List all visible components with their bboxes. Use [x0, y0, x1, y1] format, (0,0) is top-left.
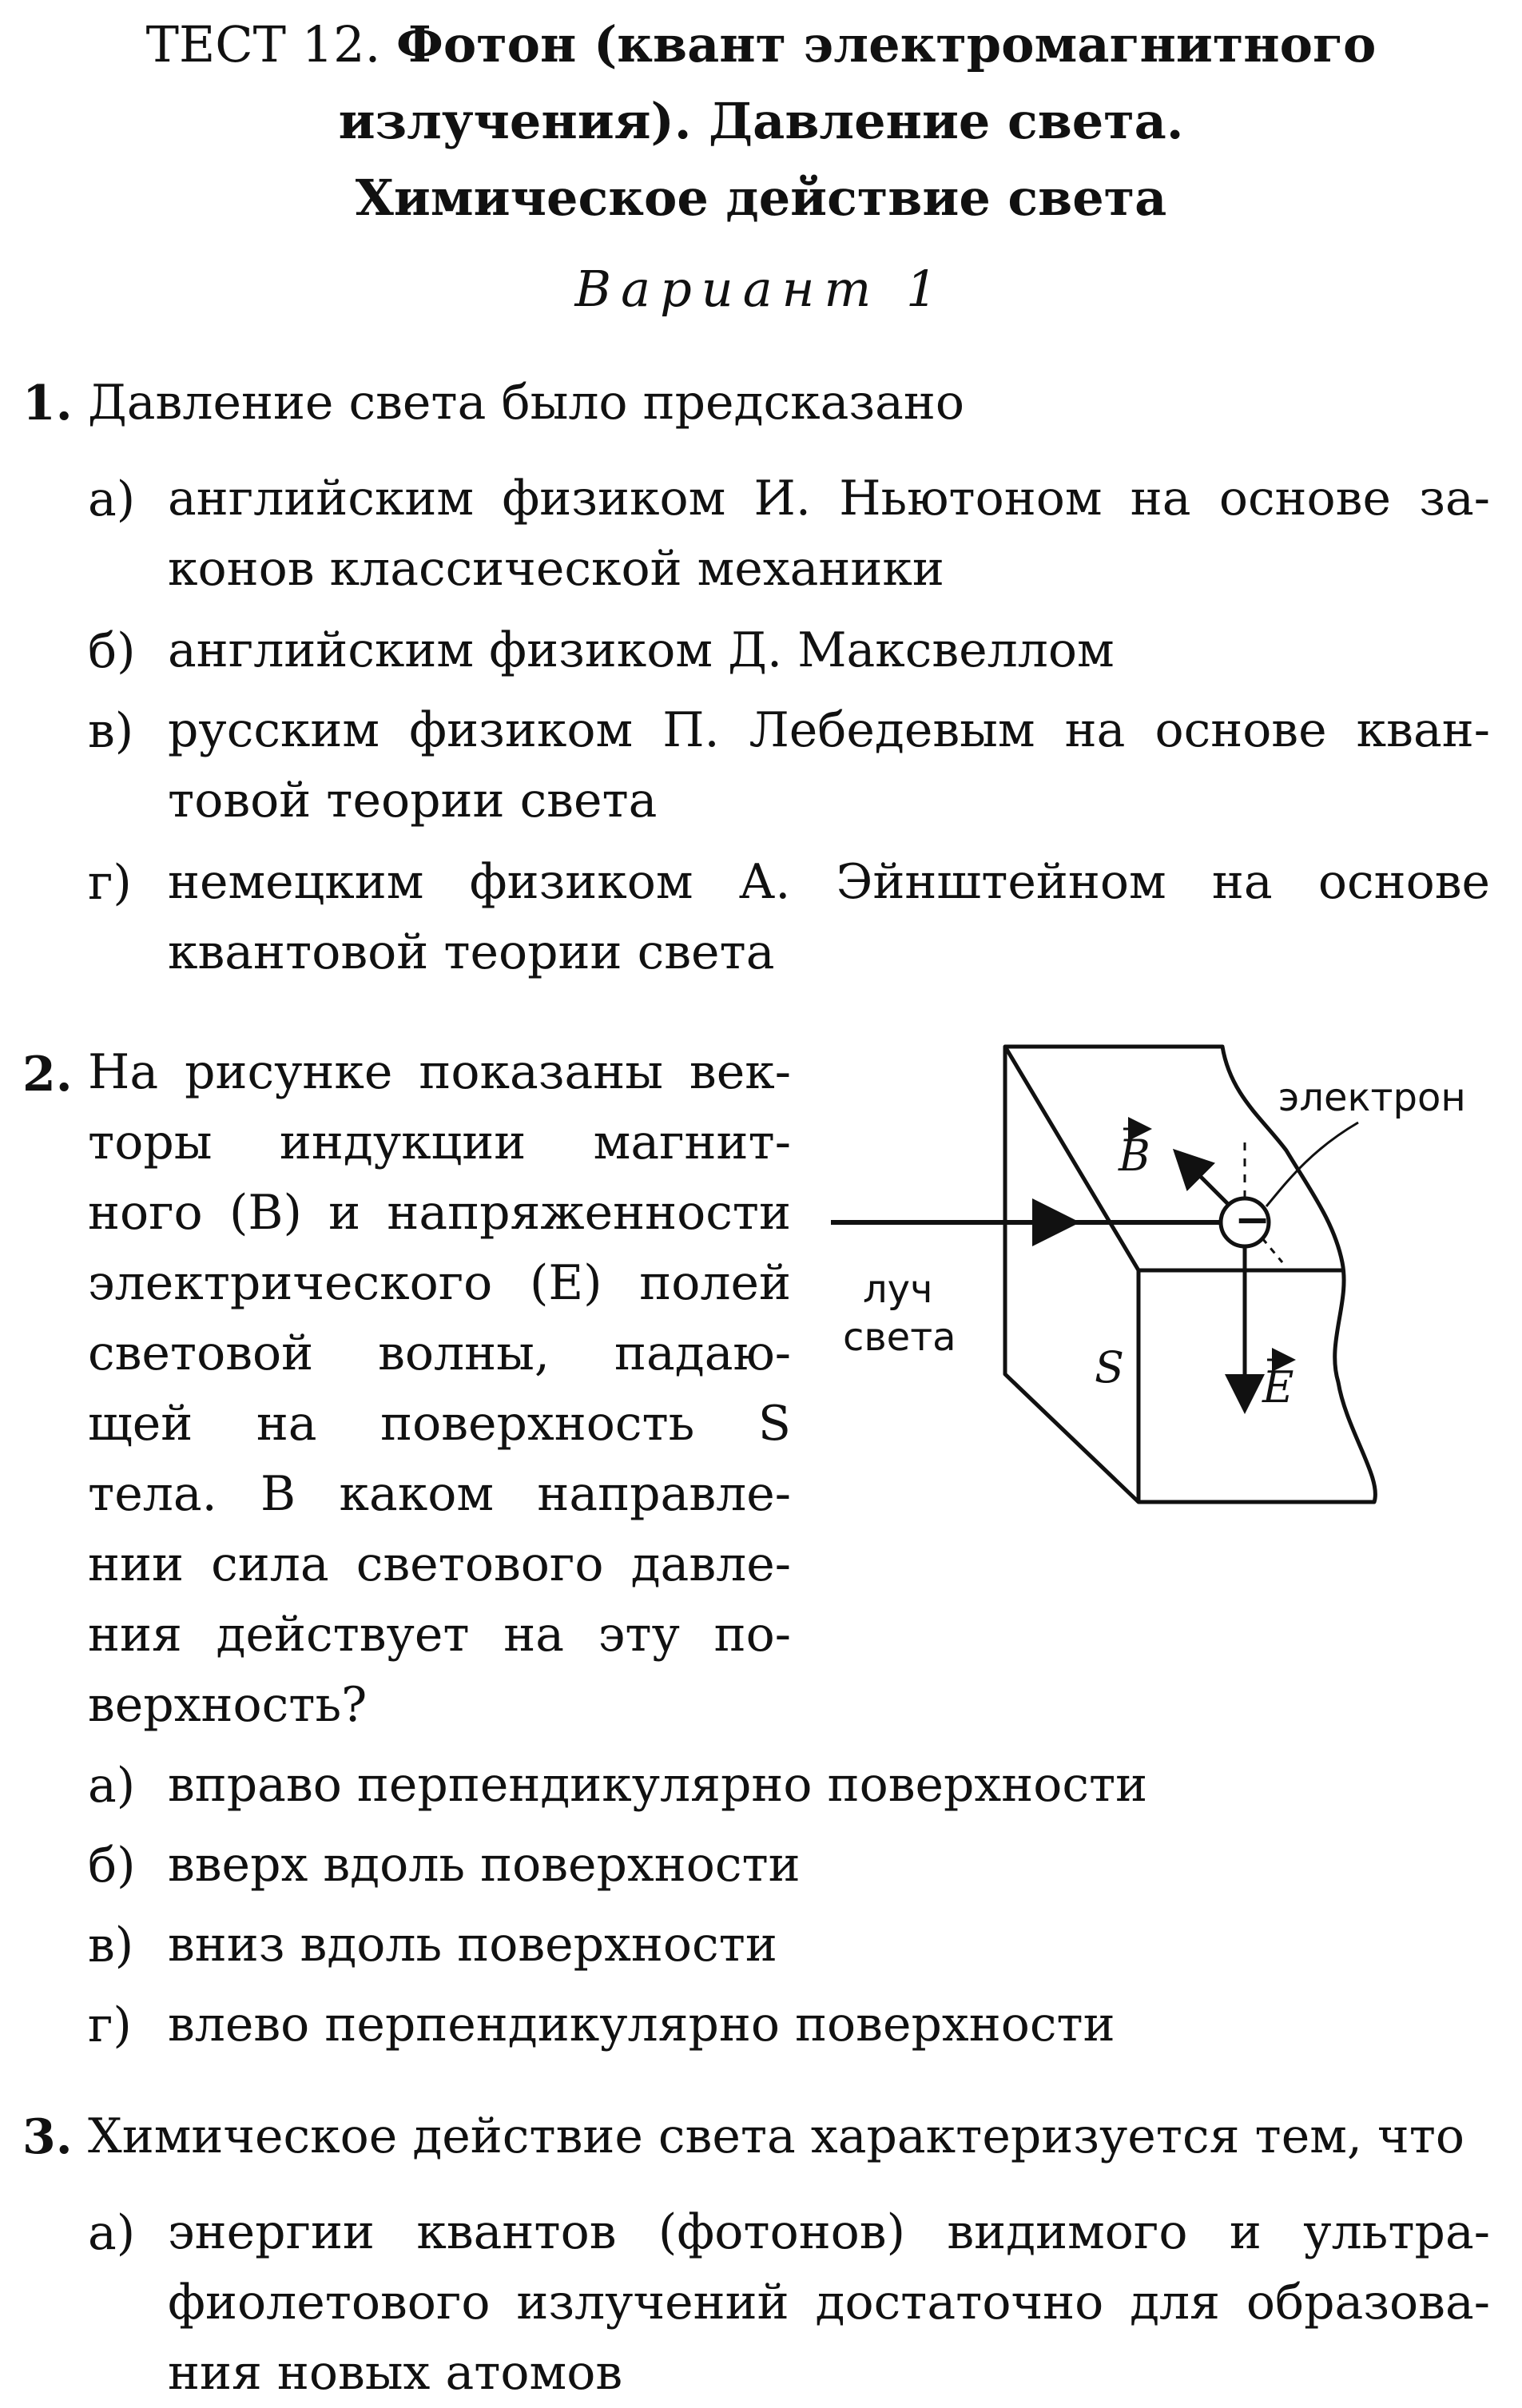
q1-option-c-letter[interactable]: в) — [88, 703, 134, 759]
vector-e-label: E — [1262, 1362, 1294, 1413]
q1-option-c-text[interactable] — [168, 695, 1490, 836]
electron-sign: − — [1234, 1194, 1271, 1245]
q2-text-line: торы индукции магнит- — [88, 1115, 791, 1170]
q3-text: Химическое действие света характеризуется тем, что — [88, 2108, 1465, 2164]
q2-text-line: щей на поверхность S — [88, 1396, 791, 1452]
q1-option-d-text[interactable] — [168, 847, 1490, 987]
variant-label: Вариант 1 — [574, 260, 948, 318]
q1-option-a-letter[interactable]: а) — [88, 471, 136, 527]
q1-option-a-line1: английским физиком И. Ньютоном на основе за- — [168, 471, 1490, 527]
q1-option-b-letter[interactable]: б) — [88, 623, 136, 679]
q2-text-line: верхность? — [88, 1677, 368, 1733]
q2-figure — [831, 1031, 1518, 1542]
q1-text: Давление света было предсказано — [88, 375, 964, 431]
q2-option-a-letter[interactable]: а) — [88, 1758, 136, 1814]
ray-label-1: луч — [863, 1267, 933, 1312]
q1-option-d-line1: немецким физиком А. Эйнштейном на основе — [168, 854, 1490, 910]
title-line-2: излучения). Давление света. — [338, 92, 1184, 150]
q2-text-line: ния действует на эту по- — [88, 1607, 791, 1663]
q2-text-line: ного (B) и напряженности — [88, 1185, 791, 1241]
q2-option-c-letter[interactable]: в) — [88, 1917, 134, 1973]
electron-label: электрон — [1278, 1075, 1466, 1120]
q2-option-b-letter[interactable]: б) — [88, 1838, 136, 1893]
q2-text-line: нии сила светового давле- — [88, 1536, 791, 1592]
q3-number: 3. — [22, 2109, 73, 2165]
title-line-1 — [0, 6, 1522, 83]
q3-option-a-line2: фиолетового излучений достаточно для образова- — [168, 2275, 1490, 2331]
q1-option-d-line2: квантовой теории света — [168, 924, 775, 980]
q3-option-a-line1: энергии квантов (фотонов) видимого и ультра- — [168, 2204, 1490, 2260]
q2-number: 2. — [22, 1047, 73, 1103]
q3-option-a-text[interactable] — [168, 2197, 1490, 2408]
q1-option-c-line2: товой теории света — [168, 773, 658, 828]
q2-text-line: электрического (E) полей — [88, 1255, 791, 1311]
ray-label-2: света — [843, 1315, 956, 1360]
q1-number: 1. — [22, 376, 73, 431]
q2-option-c-text[interactable]: вниз вдоль поверхности — [168, 1917, 777, 1973]
vector-b-arrow — [1178, 1154, 1234, 1210]
q1-option-c-line1: русским физиком П. Лебедевым на основе кван- — [168, 702, 1490, 758]
title-text-1: Фотон (квант электромагнитного — [396, 15, 1377, 74]
q3-option-a-line3: ния новых атомов — [168, 2345, 623, 2401]
test-number: ТЕСТ 12. — [145, 15, 381, 74]
q2-option-d-text[interactable]: влево перпендикулярно поверхности — [168, 1997, 1115, 2052]
q1-option-b-line1: английским физиком Д. Максвеллом — [168, 622, 1115, 678]
q2-text-line: световой волны, падаю- — [88, 1325, 791, 1381]
q1-option-d-letter[interactable]: г) — [88, 855, 132, 911]
q2-option-a-text[interactable]: вправо перпендикулярно поверхности — [168, 1757, 1148, 1813]
surface-label-s: S — [1095, 1342, 1124, 1393]
q1-option-b-text[interactable] — [168, 615, 1115, 685]
q2-option-b-text[interactable]: вверх вдоль поверхности — [168, 1837, 801, 1893]
q3-option-a-letter[interactable]: а) — [88, 2205, 136, 2261]
vector-b-label: B — [1119, 1130, 1150, 1181]
q2-text-line: На рисунке показаны век- — [88, 1044, 791, 1100]
q2-option-d-letter[interactable]: г) — [88, 1997, 132, 2053]
q2-text — [88, 1037, 791, 1740]
title-line-3: Химическое действие света — [355, 169, 1167, 227]
q2-text-line: тела. В каком направле- — [88, 1466, 791, 1522]
q1-option-a-text[interactable] — [168, 463, 1490, 604]
q1-option-a-line2: конов классической механики — [168, 541, 944, 597]
